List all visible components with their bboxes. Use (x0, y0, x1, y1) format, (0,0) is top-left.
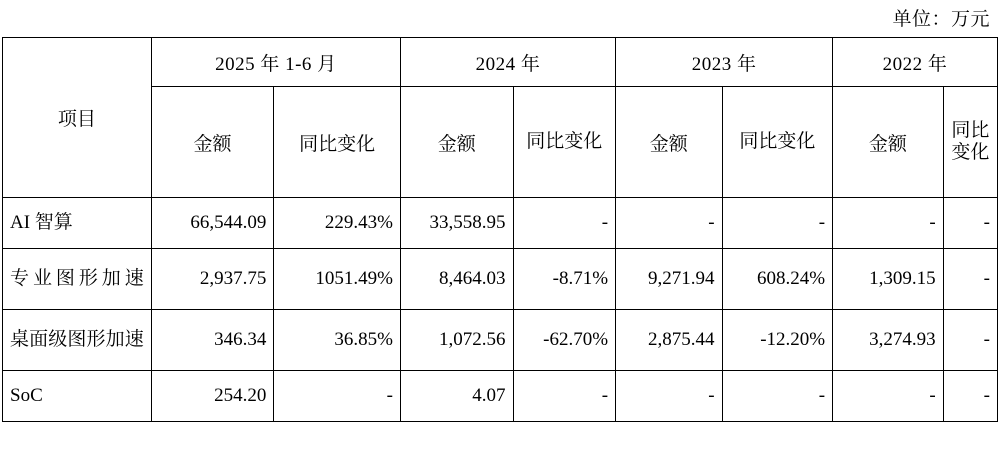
row-label-desktop-graphics: 桌面级图形加速 (3, 310, 152, 371)
cell-amount-2024: 4.07 (400, 371, 513, 422)
header-yoy-2023: 同比变化 (722, 87, 833, 198)
cell-amount-2024: 1,072.56 (400, 310, 513, 371)
header-yoy-2022: 同比变化 (943, 87, 997, 198)
header-period-2024: 2024 年 (400, 38, 615, 87)
cell-yoy-2024: - (513, 371, 616, 422)
cell-yoy-2025: 1051.49% (274, 249, 401, 310)
header-yoy-2024: 同比变化 (513, 87, 616, 198)
cell-amount-2025: 2,937.75 (151, 249, 274, 310)
header-period-2023: 2023 年 (616, 38, 833, 87)
cell-yoy-2025: 36.85% (274, 310, 401, 371)
cell-amount-2023: - (616, 371, 723, 422)
cell-amount-2023: 9,271.94 (616, 249, 723, 310)
header-item-label: 项目 (3, 38, 152, 198)
cell-amount-2023: 2,875.44 (616, 310, 723, 371)
cell-yoy-2023: -12.20% (722, 310, 833, 371)
cell-yoy-2022: - (943, 249, 997, 310)
cell-amount-2023: - (616, 198, 723, 249)
table-row (3, 249, 998, 310)
cell-yoy-2022: - (943, 198, 997, 249)
header-amount-2023: 金额 (616, 87, 723, 198)
cell-amount-2022: - (833, 371, 944, 422)
header-amount-2025: 金额 (151, 87, 274, 198)
cell-amount-2024: 33,558.95 (400, 198, 513, 249)
row-label-soc: SoC (3, 371, 152, 422)
revenue-by-product-table (2, 37, 998, 422)
header-amount-2024: 金额 (400, 87, 513, 198)
table-row (3, 371, 998, 422)
header-period-2025: 2025 年 1-6 月 (151, 38, 400, 87)
cell-yoy-2025: - (274, 371, 401, 422)
cell-amount-2024: 8,464.03 (400, 249, 513, 310)
cell-yoy-2022: - (943, 371, 997, 422)
cell-amount-2025: 346.34 (151, 310, 274, 371)
cell-amount-2025: 66,544.09 (151, 198, 274, 249)
cell-yoy-2024: -62.70% (513, 310, 616, 371)
cell-yoy-2023: 608.24% (722, 249, 833, 310)
cell-yoy-2023: - (722, 371, 833, 422)
cell-yoy-2024: -8.71% (513, 249, 616, 310)
cell-amount-2022: 1,309.15 (833, 249, 944, 310)
header-amount-2022: 金额 (833, 87, 944, 198)
row-label-professional-graphics: 专业图形加速 (3, 249, 152, 310)
table-row (3, 310, 998, 371)
table-header-row-periods (3, 38, 998, 87)
row-label-ai-compute: AI 智算 (3, 198, 152, 249)
cell-yoy-2025: 229.43% (274, 198, 401, 249)
cell-yoy-2024: - (513, 198, 616, 249)
cell-yoy-2022: - (943, 310, 997, 371)
cell-amount-2022: - (833, 198, 944, 249)
header-period-2022: 2022 年 (833, 38, 998, 87)
table-header-row-metrics (3, 87, 998, 198)
cell-amount-2025: 254.20 (151, 371, 274, 422)
header-yoy-2025: 同比变化 (274, 87, 401, 198)
cell-yoy-2023: - (722, 198, 833, 249)
cell-amount-2022: 3,274.93 (833, 310, 944, 371)
table-row (3, 198, 998, 249)
unit-note: 单位：万元 (892, 9, 990, 30)
